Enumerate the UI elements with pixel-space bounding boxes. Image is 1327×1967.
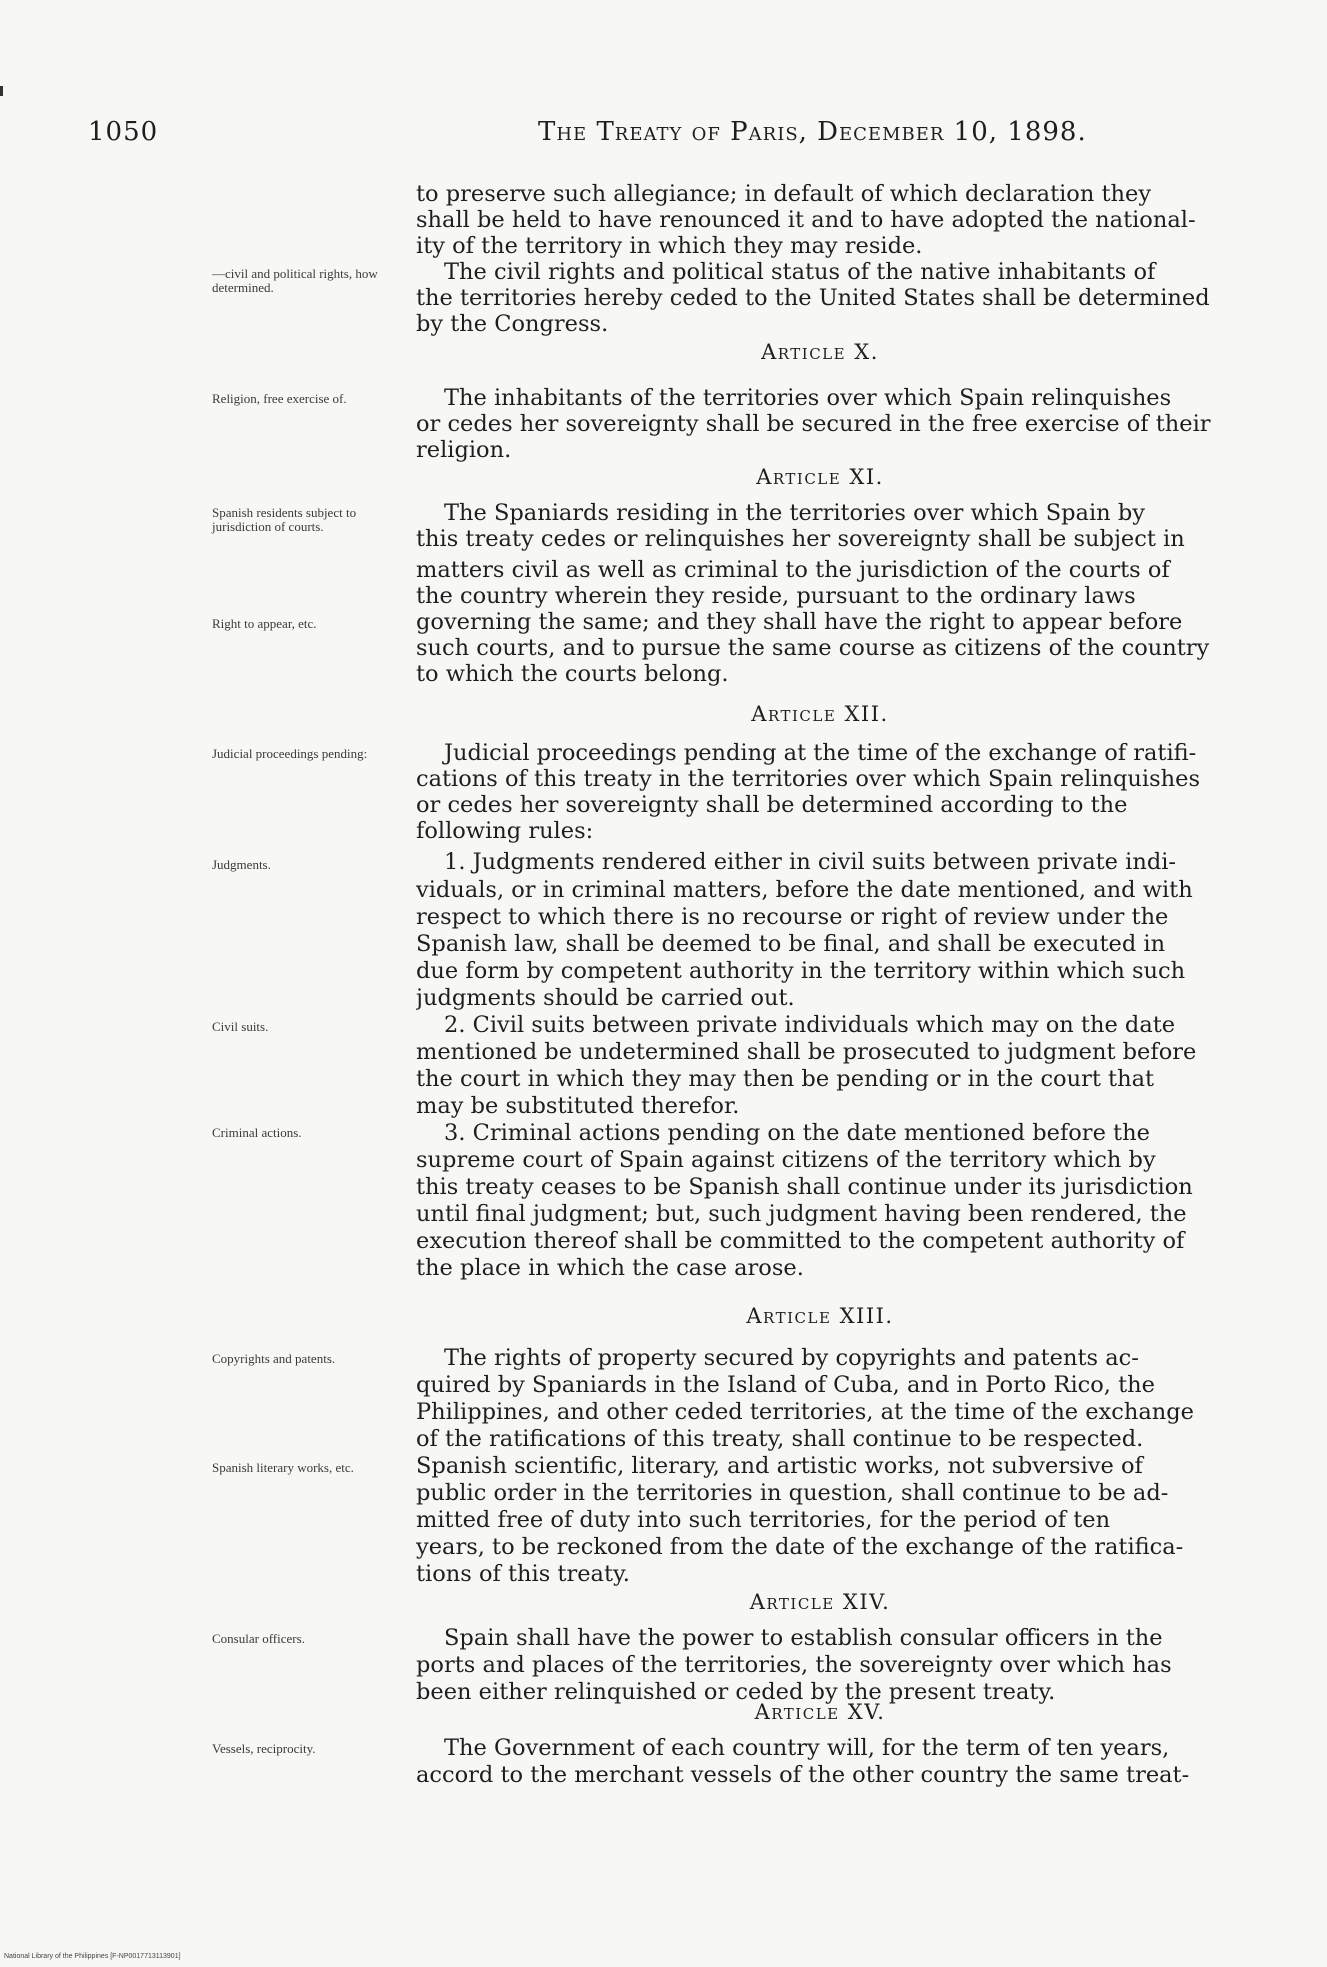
- body-line: execution thereof shall be committed to the competent authority of: [416, 1228, 1185, 1254]
- body-line: may be substituted therefor.: [416, 1093, 740, 1119]
- body-line: to preserve such allegiance; in default of which declaration they: [416, 181, 1152, 207]
- body-line: of the ratifications of this treaty, shall continue to be respected.: [416, 1426, 1144, 1452]
- body-line: the place in which the case arose.: [416, 1255, 804, 1281]
- page-number: 1050: [88, 117, 159, 147]
- body-line: matters civil as well as criminal to the jurisdiction of the courts of: [416, 557, 1170, 583]
- body-line: shall be held to have renounced it and to have adopted the national-: [416, 207, 1196, 233]
- margin-note-criminal-actions: Criminal actions.: [212, 1125, 302, 1140]
- body-line: tions of this treaty.: [416, 1561, 630, 1587]
- body-line: public order in the territories in question, shall continue to be ad-: [416, 1480, 1169, 1506]
- body-line: 1. Judgments rendered either in civil suits between private indi-: [444, 849, 1177, 875]
- heading-article-xv: Article XV.: [754, 1700, 886, 1724]
- body-line: Philippines, and other ceded territories, at the time of the exchange: [416, 1399, 1194, 1425]
- body-line: Spanish scientific, literary, and artistic works, not subversive of: [416, 1453, 1143, 1479]
- body-line: quired by Spaniards in the Island of Cuba, and in Porto Rico, the: [416, 1372, 1155, 1398]
- body-line: mitted free of duty into such territories, for the period of ten: [416, 1507, 1111, 1533]
- body-line: years, to be reckoned from the date of the exchange of the ratifica-: [416, 1534, 1184, 1560]
- body-line: or cedes her sovereignty shall be secured in the free exercise of their: [416, 411, 1211, 437]
- margin-note-copyrights: Copyrights and patents.: [212, 1351, 336, 1366]
- body-line: 2. Civil suits between private individuals which may on the date: [444, 1012, 1176, 1038]
- margin-note-judgments: Judgments.: [212, 857, 271, 872]
- body-line: the court in which they may then be pending or in the court that: [416, 1066, 1155, 1092]
- margin-note-consular-officers: Consular officers.: [212, 1631, 305, 1646]
- body-line: or cedes her sovereignty shall be determined according to the: [416, 792, 1128, 818]
- margin-note-vessels: Vessels, reciprocity.: [212, 1741, 316, 1756]
- body-line: Spain shall have the power to establish consular officers in the: [444, 1625, 1163, 1651]
- body-line: supreme court of Spain against citizens of the territory which by: [416, 1147, 1156, 1173]
- body-line: following rules:: [416, 818, 594, 844]
- margin-note-religion: Religion, free exercise of.: [212, 391, 347, 406]
- margin-note-civil-rights: —civil and political rights, how determined.: [212, 266, 378, 295]
- body-line: due form by competent authority in the territory within which such: [416, 958, 1186, 984]
- body-line: this treaty ceases to be Spanish shall continue under its jurisdiction: [416, 1174, 1193, 1200]
- body-line: been either relinquished or ceded by the present treaty.: [416, 1679, 1056, 1705]
- running-head: The Treaty of Paris, December 10, 1898.: [538, 117, 1087, 147]
- body-line: until final judgment; but, such judgment having been rendered, the: [416, 1201, 1187, 1227]
- margin-note-spanish-residents: Spanish residents subject to jurisdiction of courts.: [212, 505, 357, 534]
- body-line: the territories hereby ceded to the United States shall be determined: [416, 285, 1210, 311]
- body-line: accord to the merchant vessels of the other country the same treat-: [416, 1762, 1190, 1788]
- body-line: to which the courts belong.: [416, 661, 729, 687]
- footer-credit: National Library of the Philippines [F-NP0017713113901]: [4, 1953, 181, 1960]
- body-line: mentioned be undetermined shall be prosecuted to judgment before: [416, 1039, 1197, 1065]
- scan-edge-mark: [0, 86, 3, 96]
- body-line: the country wherein they reside, pursuant to the ordinary laws: [416, 583, 1136, 609]
- body-line: viduals, or in criminal matters, before the date mentioned, and with: [416, 877, 1193, 903]
- body-line: governing the same; and they shall have the right to appear before: [416, 609, 1183, 635]
- margin-note-judicial-proceedings: Judicial proceedings pending:: [212, 746, 368, 761]
- body-line: Spanish law, shall be deemed to be final, and shall be executed in: [416, 931, 1166, 957]
- body-line: this treaty cedes or relinquishes her sovereignty shall be subject in: [416, 526, 1185, 552]
- body-line: The Government of each country will, for the term of ten years,: [444, 1735, 1170, 1761]
- body-line: by the Congress.: [416, 311, 609, 337]
- body-line: The rights of property secured by copyrights and patents ac-: [444, 1345, 1139, 1371]
- body-line: The inhabitants of the territories over which Spain relinquishes: [444, 385, 1172, 411]
- body-line: The civil rights and political status of the native inhabitants of: [444, 259, 1156, 285]
- heading-article-x: Article X.: [761, 340, 879, 364]
- body-line: such courts, and to pursue the same course as citizens of the country: [416, 635, 1210, 661]
- body-line: religion.: [416, 437, 512, 463]
- heading-article-xii: Article XII.: [751, 702, 889, 726]
- body-line: ity of the territory in which they may reside.: [416, 233, 923, 259]
- body-line: judgments should be carried out.: [416, 985, 795, 1011]
- heading-article-xi: Article XI.: [756, 465, 884, 489]
- body-line: cations of this treaty in the territories over which Spain relinquishes: [416, 766, 1201, 792]
- body-line: respect to which there is no recourse or right of review under the: [416, 904, 1169, 930]
- body-line: Judicial proceedings pending at the time of the exchange of ratifi-: [444, 740, 1197, 766]
- heading-article-xiv: Article XIV.: [749, 1590, 891, 1614]
- body-line: The Spaniards residing in the territories over which Spain by: [444, 500, 1145, 526]
- body-line: ports and places of the territories, the sovereignty over which has: [416, 1652, 1172, 1678]
- body-line: 3. Criminal actions pending on the date mentioned before the: [444, 1120, 1150, 1146]
- margin-note-right-to-appear: Right to appear, etc.: [212, 616, 317, 631]
- margin-note-spanish-literary-works: Spanish literary works, etc.: [212, 1460, 354, 1475]
- heading-article-xiii: Article XIII.: [746, 1304, 894, 1328]
- margin-note-civil-suits: Civil suits.: [212, 1019, 269, 1034]
